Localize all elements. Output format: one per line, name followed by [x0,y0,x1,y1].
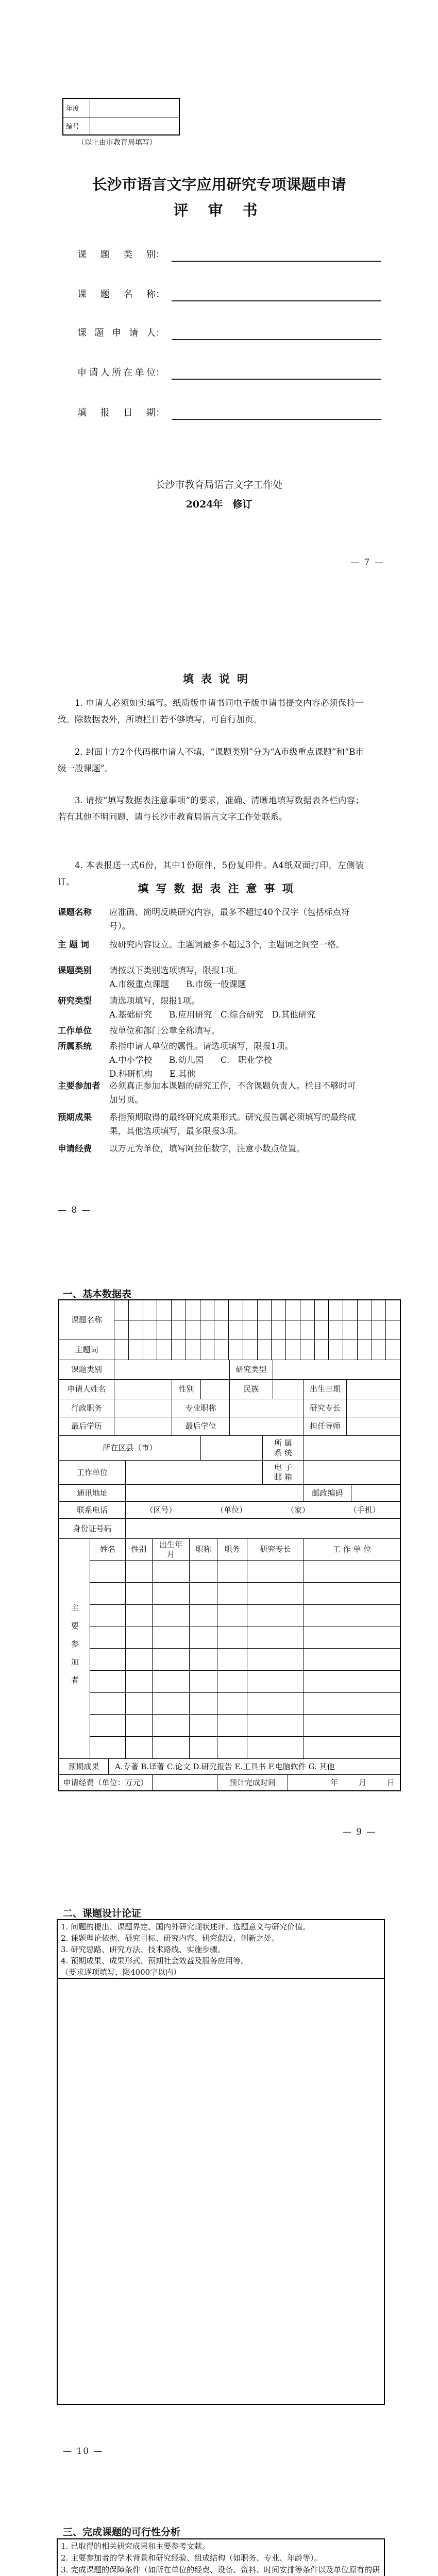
label-finish-time: 预计完成时间 [217,1774,288,1791]
email-input[interactable] [304,1460,400,1485]
page-number: — 9 — [343,1827,377,1837]
label-admin-post: 行政职务 [59,1399,114,1417]
professional-title-input[interactable] [229,1399,304,1417]
cover-field [77,404,381,420]
label-professional-title: 专业职称 [172,1399,230,1417]
title-char-cell[interactable] [214,1320,229,1341]
cover-field-label-char: 请 [89,367,98,378]
label-id-number: 身份证号码 [59,1518,126,1539]
participant-cell[interactable] [247,1560,304,1583]
keyword-char-cell[interactable] [228,1340,243,1360]
keyword-char-cell[interactable] [385,1340,400,1360]
title-char-cell[interactable] [271,1320,286,1341]
keyword-char-cell[interactable] [300,1340,315,1360]
participant-cell[interactable] [217,1560,247,1583]
title-char-cell[interactable] [357,1300,372,1320]
title-char-cell[interactable] [372,1320,386,1341]
participant-cell[interactable] [125,1714,153,1737]
participant-cell[interactable] [152,1582,190,1605]
issuing-organization: 长沙市教育局语言文字工作处 [155,479,283,490]
cover-field-label-char: 题 [100,289,110,300]
label-category: 课题类别 [59,1360,114,1380]
code-box-note: （以上由市教育局填写） [77,139,157,147]
participant-cell[interactable] [217,1736,247,1759]
participant-cell[interactable] [125,1670,153,1693]
title-char-cell[interactable] [143,1320,158,1341]
cover-field [77,364,381,380]
participant-cell[interactable] [247,1670,304,1693]
keyword-char-cell[interactable] [114,1340,129,1360]
instruction-paragraph: 1. 申请人必须如实填写。纸质版申请书同电子版申请书提交内容必须保持一致。除数据表外，所填栏目若不够填写，可自行加页。 [58,698,364,724]
participant-cell[interactable] [152,1604,190,1627]
phone-input-group [125,1501,400,1519]
participant-cell[interactable] [90,1714,126,1737]
title-char-cell[interactable] [128,1300,143,1320]
keyword-char-cell[interactable] [171,1340,186,1360]
cover-field-label-char: 所 [111,367,121,378]
design-instruction-item: 4. 预期成果、成果形式、预期社会效益及服务应用等。 [61,1956,249,1965]
title-char-cell[interactable] [243,1300,258,1320]
participant-cell[interactable] [304,1648,400,1671]
revision-year: 2024年 修订 [186,499,252,510]
participant-cell[interactable] [90,1736,126,1759]
cover-field-label-char: 称： [146,289,165,300]
participant-cell[interactable] [247,1604,304,1627]
category-input[interactable] [114,1360,230,1380]
section-title-design: 二、课题设计论证 [63,1908,142,1919]
title-char-cell[interactable] [285,1300,300,1320]
participant-cell[interactable] [304,1604,400,1627]
keyword-char-cell[interactable] [143,1340,158,1360]
label-education: 最后学历 [59,1417,114,1436]
note-key: 申请经费 [58,1144,92,1154]
participant-cell[interactable] [189,1604,217,1627]
phone-mobile-field[interactable]: （手机） [349,1505,380,1515]
label-district: 所在区县（市） [59,1435,201,1461]
note-item [58,1110,364,1138]
instruction-paragraph: 2. 封面上方2个代码框申请人不填，“课题类别”分为“A市级重点课题”和“B市级一般课题”。 [58,747,364,773]
cover-field-label-char: 单 [134,367,144,378]
cover-field-label-char: 报 [100,408,110,418]
cover-field [77,325,381,340]
design-instruction-item: 2. 课题理论依据、研究目标、研究内容、研究假设、创新之处。 [61,1934,280,1943]
keyword-char-cell[interactable] [243,1340,258,1360]
participant-cell[interactable] [189,1670,217,1693]
note-item [58,994,364,1022]
document-title: 长沙市语言文字应用研究专项课题申请 [92,176,346,193]
label-birth-date: 出生日期 [304,1379,347,1399]
title-char-cell[interactable] [328,1300,343,1320]
keyword-char-cell[interactable] [357,1340,372,1360]
finish-time-input[interactable] [288,1774,400,1791]
participant-cell[interactable] [125,1560,153,1583]
participant-column-header: 性别 [125,1538,153,1561]
keyword-char-cell[interactable] [285,1340,300,1360]
title-char-cell[interactable] [157,1320,172,1341]
gender-input[interactable] [200,1379,230,1399]
design-instruction-item: 1. 问题的提出、课题界定、国内外研究现状述评、选题意义与研究价值。 [61,1922,311,1931]
design-instruction-item: （要求逐项填写，限4000字以内） [61,1968,181,1977]
feasibility-instruction-item: 2. 主要参加者的学术背景和研究经验、组成结构（如职务、专业、年龄等）。 [61,2553,322,2563]
participant-cell[interactable] [304,1714,400,1737]
cover-field-input[interactable] [172,248,381,262]
birth-date-input[interactable] [346,1379,400,1399]
note-value: 请选项填写，限报1项。 [109,996,200,1006]
expected-outcome-options[interactable]: A.专著 B.译著 C.论文 D.研究报告 E.工具书 F.电脑软件 G. 其他 [108,1758,400,1775]
instruction-paragraph: 4. 本表报送一式6份，其中1份原件，5份复印件。A4纸双面打印，左侧装订。 [58,860,364,887]
admin-post-input[interactable] [114,1399,172,1417]
cover-field-label-char: 填 [77,408,87,418]
label-employer: 工作单位 [59,1460,126,1485]
keyword-char-cell[interactable] [314,1340,329,1360]
cover-field-label [77,326,165,339]
participant-cell[interactable] [125,1604,153,1627]
title-char-cell[interactable] [285,1320,300,1341]
participant-cell[interactable] [90,1582,126,1605]
participant-column-header: 职务 [217,1538,247,1561]
phone-home-field[interactable]: （家） [286,1505,310,1515]
document-subtitle: 评 审 书 [173,201,265,219]
label-topic-title: 课题名称 [59,1300,114,1340]
note-key: 研究类型 [58,996,92,1006]
cover-field-label [77,365,165,379]
note-item [58,1079,364,1107]
participant-cell[interactable] [304,1692,400,1715]
page-number: — 7 — [350,557,384,568]
specialty-input[interactable] [346,1399,400,1417]
participant-cell[interactable] [152,1692,190,1715]
participant-cell[interactable] [247,1692,304,1715]
label-participants: 主要参加者 [59,1538,90,1759]
note-item [58,938,364,952]
page-number: — 10 — [63,2446,104,2456]
note-value: 系指申请人单位的属性。请选项填写，限报1项。 [109,1041,293,1051]
participant-cell[interactable] [189,1692,217,1715]
label-address: 通讯地址 [59,1484,126,1502]
keyword-char-cell[interactable] [271,1340,286,1360]
note-value: 按单位和部门公章全称填写。 [109,1026,220,1036]
note-item [58,1039,364,1081]
cover-field-label-char: 申 [112,328,121,338]
education-input[interactable] [114,1417,172,1436]
title-char-cell[interactable] [228,1300,243,1320]
label-ethnicity: 民族 [229,1379,273,1399]
system-input[interactable] [304,1435,400,1461]
participant-cell[interactable] [304,1560,400,1583]
cover-field-label-char: 课 [77,249,87,260]
keyword-char-cell[interactable] [200,1340,215,1360]
degree-input[interactable] [229,1417,304,1436]
participant-cell[interactable] [189,1736,217,1759]
cover-field-input[interactable] [172,288,381,301]
title-char-cell[interactable] [328,1320,343,1341]
participant-cell[interactable] [304,1582,400,1605]
label-keywords: 主题词 [59,1340,114,1360]
cover-field [77,246,381,262]
title-char-cell[interactable] [200,1320,215,1341]
cover-field-label-char: 请 [129,328,139,338]
keyword-char-cell[interactable] [128,1340,143,1360]
date-year-label: 年 [330,1777,338,1787]
cover-field-label-char: 名 [123,289,133,300]
participant-column-header: 出生年月 [152,1538,190,1561]
phone-area-field[interactable]: （区号） [145,1505,177,1515]
title-char-cell[interactable] [314,1320,329,1341]
participant-cell[interactable] [90,1604,126,1627]
participant-cell[interactable] [90,1692,126,1715]
cover-field-label-char: 课 [77,328,87,338]
applicant-name-input[interactable] [114,1379,172,1399]
design-content-area[interactable] [58,1979,384,2404]
title-char-cell[interactable] [385,1320,400,1341]
title-char-cell[interactable] [214,1300,229,1320]
participant-cell[interactable] [189,1714,217,1737]
instructions-title: 填表说明 [183,672,255,685]
note-item [58,1024,364,1038]
title-char-cell[interactable] [171,1320,186,1341]
label-specialty: 研究专长 [304,1399,347,1417]
title-char-cell[interactable] [186,1320,200,1341]
note-options: D.科研机构 E.其他 [109,1069,196,1079]
note-options: A.市级重点课题 B.市级一般课题 [109,979,246,989]
participant-cell[interactable] [125,1736,153,1759]
id-number-input[interactable] [125,1518,400,1539]
cover-field-label [77,247,165,261]
label-phone: 联系电话 [59,1501,126,1519]
participant-cell[interactable] [217,1692,247,1715]
title-char-cell[interactable] [171,1300,186,1320]
title-char-cell[interactable] [271,1300,286,1320]
title-char-cell[interactable] [200,1300,215,1320]
participant-cell[interactable] [125,1582,153,1605]
note-key: 主要参加者 [58,1081,100,1091]
cover-field-label-char: 别： [146,249,165,260]
title-char-cell[interactable] [314,1300,329,1320]
participant-column-header: 研究专长 [247,1538,304,1561]
participant-cell[interactable] [152,1736,190,1759]
note-value: 系指预期取得的最终研究成果形式。研究报告属必须填写的最终成果，其他选项填写，最多限报3项。 [109,1112,356,1136]
participant-cell[interactable] [217,1648,247,1671]
label-supervisor: 担任导师 [304,1417,347,1436]
title-char-cell[interactable] [385,1300,400,1320]
label-postcode: 邮政编码 [304,1484,351,1502]
district-input[interactable] [200,1435,263,1461]
label-system: 所 属 系 统 [262,1435,304,1461]
title-char-cell[interactable] [343,1300,358,1320]
note-item [58,1142,364,1156]
keyword-char-cell[interactable] [372,1340,386,1360]
title-char-cell[interactable] [257,1320,272,1341]
label-funding: 申请经费（单位：万元） [59,1774,153,1791]
keyword-char-cell[interactable] [343,1340,358,1360]
participant-cell[interactable] [247,1736,304,1759]
cover-field-label-char: 申 [77,367,87,378]
ethnicity-input[interactable] [273,1379,304,1399]
title-char-cell[interactable] [114,1300,129,1320]
funding-input[interactable] [152,1774,217,1791]
research-type-input[interactable] [273,1360,400,1380]
keyword-char-cell[interactable] [328,1340,343,1360]
cover-field-label-char: 位： [146,367,165,378]
participant-cell[interactable] [304,1626,400,1649]
keyword-char-cell[interactable] [186,1340,200,1360]
supervisor-input[interactable] [346,1417,400,1436]
cover-field-label-char: 类 [123,249,133,260]
label-email: 电 子 邮 箱 [262,1460,304,1485]
cover-field-label [77,405,165,419]
date-day-label: 日 [386,1777,395,1787]
participant-cell[interactable] [189,1626,217,1649]
note-item [58,905,364,933]
keyword-char-cell[interactable] [214,1340,229,1360]
title-char-cell[interactable] [357,1320,372,1341]
participant-cell[interactable] [90,1648,126,1671]
title-char-cell[interactable] [228,1320,243,1341]
label-expected-outcome: 预期成果 [59,1758,109,1775]
participant-cell[interactable] [217,1582,247,1605]
note-key: 工作单位 [58,1026,92,1036]
note-key: 所属系统 [58,1041,92,1051]
note-value: 必须真正参加本课题的研究工作，不含课题负责人。栏目不够时可加另页。 [109,1081,356,1105]
participant-cell[interactable] [247,1582,304,1605]
participant-cell[interactable] [217,1714,247,1737]
participant-cell[interactable] [125,1692,153,1715]
participant-cell[interactable] [247,1714,304,1737]
label-research-type: 研究类型 [229,1360,273,1380]
code-box [62,98,180,135]
title-char-cell[interactable] [257,1300,272,1320]
section-title-basic: 一、基本数据表 [63,1289,132,1300]
section-title-feasibility: 三、完成课题的可行性分析 [63,2527,181,2538]
participant-cell[interactable] [247,1648,304,1671]
cover-field [77,286,381,301]
label-gender: 性别 [172,1379,201,1399]
participant-cell[interactable] [304,1670,400,1693]
title-char-cell[interactable] [300,1320,315,1341]
note-value: 以万元为单位，填写阿拉伯数字，注意小数点位置。 [109,1144,305,1154]
number-row [63,117,179,135]
participant-cell[interactable] [217,1626,247,1649]
page-number: — 8 — [58,1205,92,1215]
address-input[interactable] [125,1484,304,1502]
note-value: 请按以下类别选项填写，限报1项。 [109,965,242,975]
participant-cell[interactable] [152,1560,190,1583]
date-month-label: 月 [358,1777,366,1787]
label-degree: 最后学位 [172,1417,230,1436]
participant-cell[interactable] [304,1736,400,1759]
note-options: A.基础研究 B.应用研究 C.综合研究 D.其他研究 [109,1010,315,1020]
note-value: 应准确、简明反映研究内容，最多不超过40个汉字（包括标点符号）。 [109,907,350,931]
cover-field-label-char: 人 [100,367,110,378]
note-key: 主 题 词 [58,940,89,950]
title-char-cell[interactable] [372,1300,386,1320]
title-char-cell[interactable] [186,1300,200,1320]
label-applicant-name: 申请人姓名 [59,1379,114,1399]
note-key: 课题名称 [58,907,92,917]
participant-cell[interactable] [247,1626,304,1649]
title-char-cell[interactable] [300,1300,315,1320]
title-char-cell[interactable] [114,1320,129,1341]
employer-input[interactable] [125,1460,263,1485]
title-char-cell[interactable] [157,1300,172,1320]
participant-cell[interactable] [125,1626,153,1649]
cover-field-label [77,287,165,300]
cover-field-label-char: 题 [100,249,110,260]
feasibility-instruction-item: 1. 已取得的相关研究成果和主要参考文献。 [61,2541,210,2551]
participant-column-header: 姓名 [90,1538,126,1561]
note-item [58,963,364,991]
title-char-cell[interactable] [143,1300,158,1320]
postcode-input[interactable] [351,1484,400,1502]
participant-cell[interactable] [152,1670,190,1693]
cover-field-label-char: 日 [123,408,133,418]
note-options: A.中小学校 B.幼儿园 C. 职业学校 [109,1055,272,1065]
year-row [63,99,179,117]
design-instruction-item: 3. 研究思路、研究方法、技术路线、实施步骤。 [61,1945,226,1954]
cover-field-input[interactable] [172,406,381,420]
year-label: 年度 [63,99,90,117]
participant-column-header: 工 作 单 位 [304,1538,400,1561]
participant-cell[interactable] [217,1670,247,1693]
keyword-char-cell[interactable] [157,1340,172,1360]
participant-cell[interactable] [217,1604,247,1627]
keyword-char-cell[interactable] [257,1340,272,1360]
feasibility-instruction-item: 3. 完成课题的保障条件（如所在单位的经费、设备、资料、时间安排等条件以及单位原有的研 [61,2565,380,2574]
participant-cell[interactable] [152,1626,190,1649]
participant-cell[interactable] [90,1670,126,1693]
note-key: 预期成果 [58,1112,92,1122]
participant-cell[interactable] [189,1648,217,1671]
number-label: 编号 [63,117,90,135]
participant-cell[interactable] [152,1648,190,1671]
cover-field-input[interactable] [172,327,381,340]
participant-cell[interactable] [189,1582,217,1605]
participant-cell[interactable] [90,1560,126,1583]
cover-field-label-char: 题 [94,328,104,338]
participant-cell[interactable] [189,1560,217,1583]
participant-cell[interactable] [152,1714,190,1737]
cover-field-label-char: 课 [77,289,87,300]
participant-column-header: 职称 [189,1538,217,1561]
participant-cell[interactable] [90,1626,126,1649]
notes-title: 填写数据表注意事项 [138,882,300,895]
instruction-paragraph: 3. 请按“填写数据表注意事项”的要求，准确、清晰地填写数据表各栏内容；若有其他不明问题，请与长沙市教育局语言文字工作处联系。 [58,795,364,822]
title-char-cell[interactable] [128,1320,143,1341]
title-char-cell[interactable] [243,1320,258,1341]
phone-work-field[interactable]: （单位） [216,1505,247,1515]
cover-field-label-char: 在 [123,367,133,378]
note-key: 课题类别 [58,965,92,975]
cover-field-label-char: 期： [146,408,165,418]
cover-field-label-char: 人： [146,328,165,338]
title-char-cell[interactable] [343,1320,358,1341]
cover-field-input[interactable] [172,366,381,380]
participant-cell[interactable] [125,1648,153,1671]
note-value: 按研究内容设立。主题词最多不超过3个，主题词之间空一格。 [109,940,344,950]
